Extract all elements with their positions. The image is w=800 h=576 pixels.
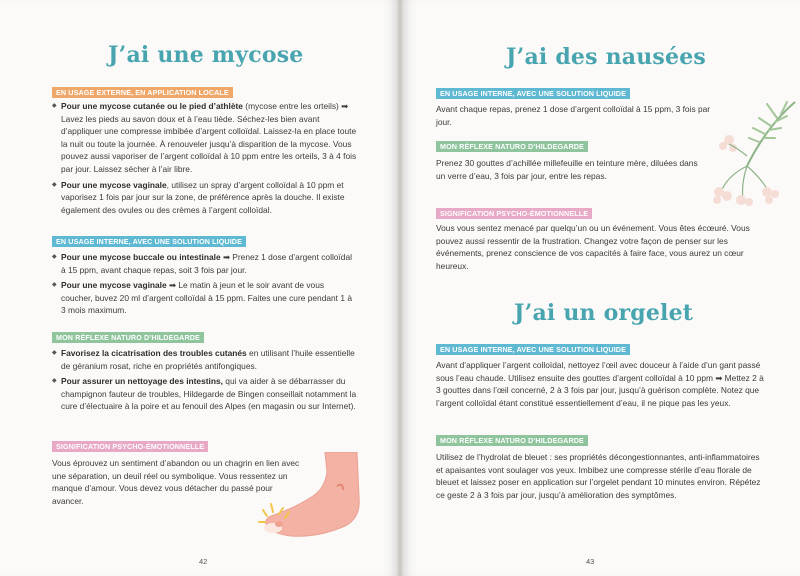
page-title-nausees: J’ai des nausées bbox=[506, 44, 706, 70]
left-page bbox=[0, 0, 398, 576]
section-usage-interne bbox=[52, 251, 358, 317]
tag-reflexe-naturo: MON RÉFLEXE NATURO D’HILDEGARDE bbox=[52, 332, 204, 343]
tag-usage-interne: EN USAGE INTERNE, AVEC UNE SOLUTION LIQUIDE bbox=[436, 344, 630, 355]
right-page bbox=[402, 0, 800, 576]
section-orgelet-usage-interne: Avant d’appliquer l’argent colloïdal, nettoyez l’œil avec douceur à l’aide d’un gant passé sous l’eau chaude. Utilisez ensuite des gouttes d’argent colloïdal à 10 ppm ➡ Mettez 2 à 3 gouttes dans l’œil concerné, 2 à 3 fois par jour, jusqu’à guérison complète. Notez que l’argent colloïdal étant constitué essentiellement d’eau, il ne pique pas les yeux. bbox=[436, 360, 764, 408]
page-number: 43 bbox=[586, 557, 595, 566]
section-reflexe-naturo bbox=[52, 347, 358, 413]
foot-illustration bbox=[255, 452, 365, 552]
section-signification-psycho: Vous éprouvez un sentiment d’abandon ou un chagrin en lien avec une séparation, un deuil réel ou symbolique. Vous ressentez un manque d’amour. Vous devez vous détacher du passé pour avancer. bbox=[52, 458, 300, 506]
list-item: ◆ Pour une mycose buccale ou intestinale ➡ Prenez 1 dose d’argent colloïdal à 15 ppm, avant chaque repas, soit 3 fois par jour. bbox=[52, 251, 358, 276]
page-title-orgelet: J’ai un orgelet bbox=[514, 300, 694, 326]
tag-usage-externe: EN USAGE EXTERNE, EN APPLICATION LOCALE bbox=[52, 87, 233, 98]
tag-usage-interne: EN USAGE INTERNE, AVEC UNE SOLUTION LIQUIDE bbox=[436, 88, 630, 99]
page-number: 42 bbox=[199, 557, 208, 566]
section-nausees-psycho: Vous vous sentez menacé par quelqu’un ou un événement. Vous êtes écœuré. Vous pouvez aussi ressentir de la frustration. Changez votre façon de penser sur les événements, prenez conscience de vos capacités à faire face, vous aurez un cœur heureux. bbox=[436, 223, 750, 271]
tag-signification-psycho: SIGNIFICATION PSYCHO-ÉMOTIONNELLE bbox=[52, 441, 208, 452]
tag-usage-interne: EN USAGE INTERNE, AVEC UNE SOLUTION LIQUIDE bbox=[52, 236, 246, 247]
list-item: ◆ Pour une mycose cutanée ou le pied d’athlète (mycose entre les orteils) ➡ Lavez les pieds au savon doux et à l’eau tiède. Séchez-les bien avant d’appliquer une compresse imbibée d’argent colloïdal. Laissez-la en place toute la nuit ou toute la journée. À renouveler jusqu’à disparition de la mycose. Vous pouvez aussi vaporiser de l’argent colloïdal à 10 ppm entre les orteils, 3 à 4 fois par jour. Laissez sécher à l’air libre. bbox=[52, 100, 358, 176]
list-item: ◆ Favorisez la cicatrisation des troubles cutanés en utilisant l’huile essentielle de géranium rosat, riche en propriétés antifongiques. bbox=[52, 347, 358, 372]
section-nausees-usage-interne: Avant chaque repas, prenez 1 dose d’argent colloïdal à 15 ppm, 3 fois par jour. bbox=[436, 104, 711, 127]
tag-signification-psycho: SIGNIFICATION PSYCHO-ÉMOTIONNELLE bbox=[436, 208, 592, 219]
tag-reflexe-naturo: MON RÉFLEXE NATURO D’HILDEGARDE bbox=[436, 141, 588, 152]
section-orgelet-reflexe: Utilisez de l’hydrolat de bleuet : ses propriétés décongestionnantes, anti-inflammatoires et apaisantes vont soulager vos yeux. Imbibez une compresse stérile d’eau florale de bleuet et laissez poser en application sur l’orgelet pendant 10 minutes environ. Répétez ce geste 2 à 3 fois par jour, jusqu’à amélioration des symptômes. bbox=[436, 452, 761, 500]
yarrow-plant-illustration bbox=[707, 96, 797, 208]
tag-reflexe-naturo: MON RÉFLEXE NATURO D’HILDEGARDE bbox=[436, 435, 588, 446]
list-item: ◆ Pour une mycose vaginale ➡ Le matin à jeun et le soir avant de vous coucher, buvez 20 ml d’argent colloïdal à 15 ppm. Faites une cure pendant 1 à 3 mois maximum. bbox=[52, 279, 358, 317]
list-item: ◆ Pour assurer un nettoyage des intestins, qui va aider à se débarrasser du champignon fauteur de troubles, Hildegarde de Bingen conseillait notamment la cure d’électuaire à la poire et au fenouil des Alpes (en magasin ou sur Internet). bbox=[52, 375, 358, 413]
list-item: ◆ Pour une mycose vaginale, utilisez un spray d’argent colloïdal à 10 ppm et vaporisez 1 fois par jour sur la zone, de préférence après la douche. Il existe également des ovules ou des crèmes à l’argent colloïdal. bbox=[52, 179, 358, 217]
page-title-mycose: J’ai une mycose bbox=[108, 42, 304, 68]
section-usage-externe bbox=[52, 100, 358, 216]
section-nausees-reflexe: Prenez 30 gouttes d’achillée millefeuille en teinture mère, diluées dans un verre d’eau, 3 fois par jour, entre les repas. bbox=[436, 158, 698, 181]
